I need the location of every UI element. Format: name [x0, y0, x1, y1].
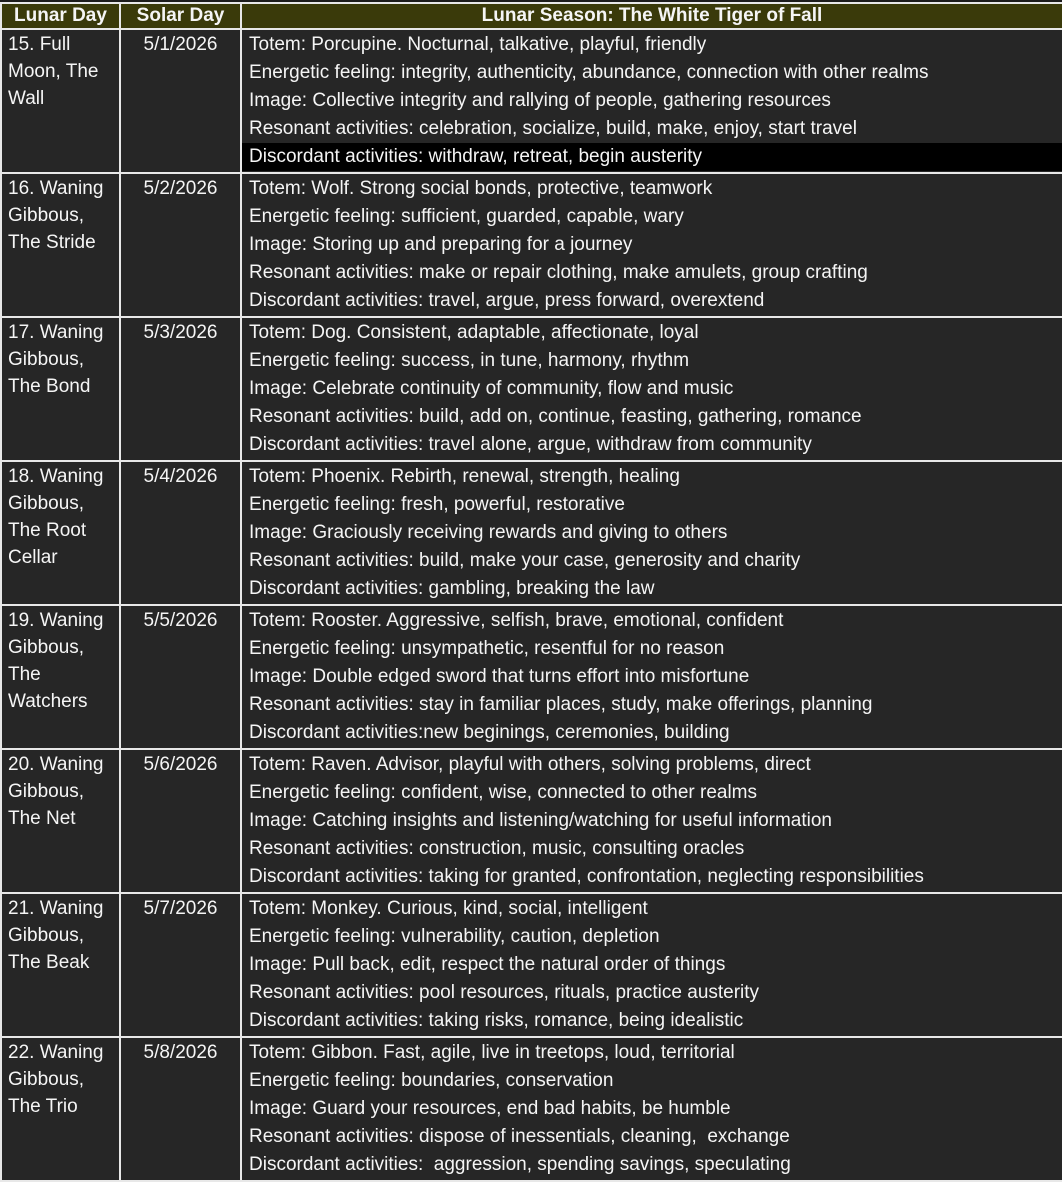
table-row — [1, 173, 1062, 317]
description-line[interactable]: Image: Collective integrity and rallying of people, gathering resources — [249, 90, 831, 111]
description-line[interactable]: Energetic feeling: confident, wise, connected to other realms — [249, 782, 758, 803]
header-row — [1, 3, 1062, 29]
solar-day-cell[interactable]: 5/3/2026 — [120, 317, 241, 461]
lunar-day-cell[interactable]: 20. Waning Gibbous, The Net — [1, 749, 120, 893]
description-line[interactable]: Resonant activities: stay in familiar places, study, make offerings, planning — [249, 694, 873, 715]
description-line[interactable]: Image: Pull back, edit, respect the natural order of things — [249, 954, 726, 975]
description-line[interactable]: Totem: Raven. Advisor, playful with others, solving problems, direct — [249, 754, 811, 775]
description-cell — [241, 461, 1062, 605]
description-line[interactable]: Totem: Dog. Consistent, adaptable, affectionate, loyal — [249, 322, 699, 343]
description-cell — [241, 173, 1062, 317]
description-line[interactable]: Resonant activities: pool resources, rituals, practice austerity — [249, 982, 760, 1003]
lunar-calendar-table — [0, 2, 1062, 1182]
table-row — [1, 1037, 1062, 1181]
solar-day-cell[interactable]: 5/2/2026 — [120, 173, 241, 317]
description-line[interactable]: Resonant activities: make or repair clothing, make amulets, group crafting — [249, 262, 868, 283]
description-line[interactable]: Discordant activities: travel, argue, press forward, overextend — [249, 290, 765, 311]
description-line[interactable]: Resonant activities: construction, music, consulting oracles — [249, 838, 745, 859]
description-cell — [241, 605, 1062, 749]
description-line[interactable]: Energetic feeling: unsympathetic, resentful for no reason — [249, 638, 725, 659]
description-line[interactable]: Discordant activities: taking for granted, confrontation, neglecting responsibilities — [249, 866, 924, 887]
table-row — [1, 461, 1062, 605]
description-line[interactable]: Resonant activities: dispose of inessentials, cleaning, exchange — [249, 1126, 790, 1147]
description-line[interactable]: Discordant activities: taking risks, romance, being idealistic — [249, 1010, 744, 1031]
description-line[interactable]: Discordant activities: gambling, breaking the law — [249, 578, 655, 599]
description-cell — [241, 29, 1062, 173]
description-cell — [241, 893, 1062, 1037]
lunar-day-cell[interactable]: 21. Waning Gibbous, The Beak — [1, 893, 120, 1037]
solar-day-cell[interactable]: 5/1/2026 — [120, 29, 241, 173]
description-line[interactable]: Energetic feeling: integrity, authenticity, abundance, connection with other realms — [249, 62, 929, 83]
description-line[interactable]: Resonant activities: build, add on, continue, feasting, gathering, romance — [249, 406, 862, 427]
description-line[interactable]: Totem: Monkey. Curious, kind, social, intelligent — [249, 898, 648, 919]
description-line[interactable]: Image: Celebrate continuity of community, flow and music — [249, 378, 734, 399]
description-line[interactable]: Discordant activities: aggression, spending savings, speculating — [249, 1154, 791, 1175]
description-line[interactable]: Energetic feeling: fresh, powerful, restorative — [249, 494, 625, 515]
description-cell — [241, 749, 1062, 893]
description-line[interactable]: Totem: Phoenix. Rebirth, renewal, strength, healing — [249, 466, 680, 487]
description-line[interactable]: Image: Guard your resources, end bad habits, be humble — [249, 1098, 731, 1119]
table-body — [1, 29, 1062, 1181]
solar-day-cell[interactable]: 5/8/2026 — [120, 1037, 241, 1181]
description-line[interactable]: Totem: Rooster. Aggressive, selfish, brave, emotional, confident — [249, 610, 784, 631]
solar-day-cell[interactable]: 5/7/2026 — [120, 893, 241, 1037]
table-row — [1, 29, 1062, 173]
description-line[interactable]: Resonant activities: celebration, socialize, build, make, enjoy, start travel — [249, 118, 857, 139]
table-row — [1, 893, 1062, 1037]
description-line[interactable]: Totem: Wolf. Strong social bonds, protective, teamwork — [249, 178, 713, 199]
description-line[interactable]: Resonant activities: build, make your case, generosity and charity — [249, 550, 801, 571]
header-solar-day[interactable]: Solar Day — [120, 3, 241, 29]
description-line[interactable]: Energetic feeling: success, in tune, harmony, rhythm — [249, 350, 690, 371]
description-line[interactable]: Image: Catching insights and listening/watching for useful information — [249, 810, 832, 831]
solar-day-cell[interactable]: 5/4/2026 — [120, 461, 241, 605]
description-line[interactable]: Energetic feeling: boundaries, conservation — [249, 1070, 614, 1091]
description-line[interactable]: Energetic feeling: sufficient, guarded, capable, wary — [249, 206, 684, 227]
lunar-day-cell[interactable]: 15. Full Moon, The Wall — [1, 29, 120, 173]
description-line[interactable]: Image: Graciously receiving rewards and giving to others — [249, 522, 728, 543]
solar-day-cell[interactable]: 5/5/2026 — [120, 605, 241, 749]
lunar-day-cell[interactable]: 16. Waning Gibbous, The Stride — [1, 173, 120, 317]
table-row — [1, 749, 1062, 893]
description-line-selected[interactable]: Discordant activities: withdraw, retreat, begin austerity — [242, 143, 1062, 171]
description-cell — [241, 317, 1062, 461]
description-line[interactable]: Energetic feeling: vulnerability, caution, depletion — [249, 926, 660, 947]
description-line[interactable]: Image: Storing up and preparing for a journey — [249, 234, 633, 255]
header-lunar-day[interactable]: Lunar Day — [1, 3, 120, 29]
lunar-day-cell[interactable]: 22. Waning Gibbous, The Trio — [1, 1037, 120, 1181]
description-line[interactable]: Discordant activities: travel alone, argue, withdraw from community — [249, 434, 812, 455]
table-row — [1, 317, 1062, 461]
table-row — [1, 605, 1062, 749]
description-line[interactable]: Totem: Porcupine. Nocturnal, talkative, playful, friendly — [249, 34, 707, 55]
description-cell — [241, 1037, 1062, 1181]
description-line[interactable]: Discordant activities:new beginings, ceremonies, building — [249, 722, 730, 743]
description-line[interactable]: Image: Double edged sword that turns effort into misfortune — [249, 666, 750, 687]
solar-day-cell[interactable]: 5/6/2026 — [120, 749, 241, 893]
lunar-day-cell[interactable]: 19. Waning Gibbous, The Watchers — [1, 605, 120, 749]
lunar-day-cell[interactable]: 18. Waning Gibbous, The Root Cellar — [1, 461, 120, 605]
description-line[interactable]: Totem: Gibbon. Fast, agile, live in treetops, loud, territorial — [249, 1042, 735, 1063]
lunar-day-cell[interactable]: 17. Waning Gibbous, The Bond — [1, 317, 120, 461]
header-lunar-season[interactable]: Lunar Season: The White Tiger of Fall — [241, 3, 1062, 29]
